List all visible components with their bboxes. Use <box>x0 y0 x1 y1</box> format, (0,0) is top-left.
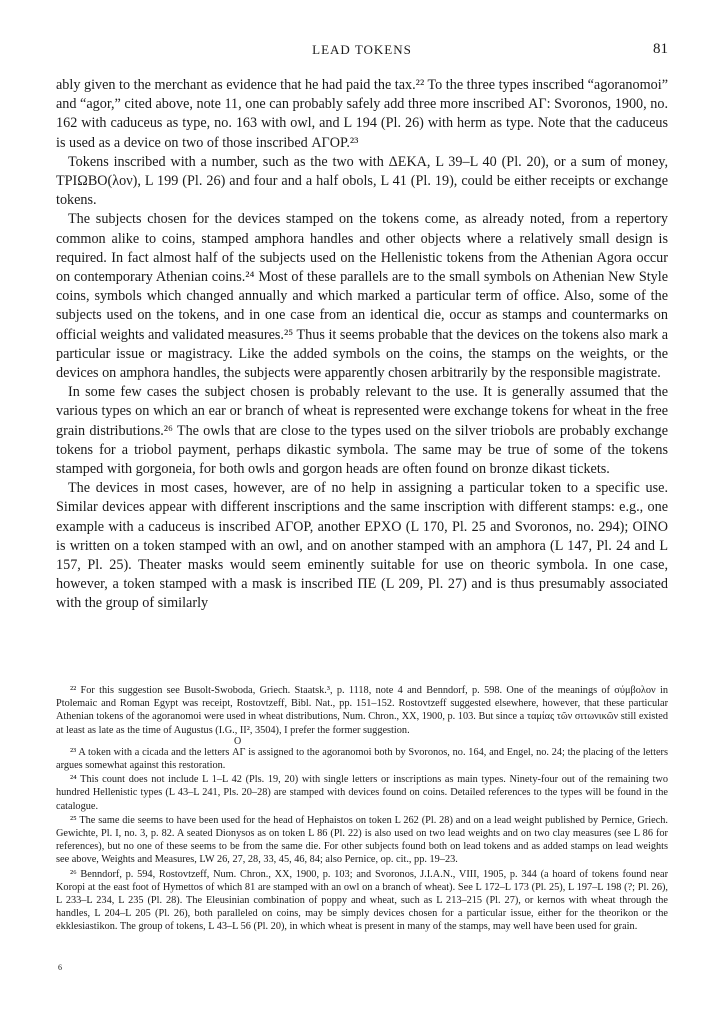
page-number: 81 <box>653 41 668 57</box>
paragraph: Tokens inscribed with a number, such as the two with ΔΕΚΑ, L 39–L 40 (Pl. 20), or a sum of money, ΤΡΙΩΒΟ(λον), L 199 (Pl. 26) and four and a half obols, L 41 (Pl. 19), could be either receipts or exchange tokens. <box>56 153 668 209</box>
footnote-25: ²⁵ The same die seems to have been used for the head of Hephaistos on token L 262 (Pl. 28) and on a lead weight published by Pernice, Griech. Gewichte, Pl. I, no. 3, p. 82. A seated Dionysos as on token L 86 (Pl. 22) is also used on two lead weights and on two clay measures (see L 86 for references), but no one of these seems to be from the same die. For other subjects found both on lead tokens and as added stamps on lead weights see above, Weights and Measures, LW 26, 27, 28, 33, 45, 46, 84; also Pernice, op. cit., pp. 19–23. <box>56 814 668 866</box>
page-header <box>56 38 668 62</box>
running-title: LEAD TOKENS <box>312 42 412 57</box>
footnotes <box>56 684 668 935</box>
paragraph: In some few cases the subject chosen is probably relevant to the use. It is generally assumed that the various types on which an ear or branch of wheat is represented were exchange tokens for wheat in the free grain distributions.²⁶ The owls that are close to the types used on the silver triobols are probably exchange tokens for a triobol payment, perhaps dikastic symbola. The same may be true of some of the tokens stamped with gorgoneia, for both owls and gorgon heads are often found on bronze dikast tickets. <box>56 384 668 478</box>
footnote-26: ²⁶ Benndorf, p. 594, Rostovtzeff, Num. Chron., XX, 1900, p. 103; and Svoronos, J.I.A.N., VIII, 1905, p. 344 (a hoard of tokens found near Koropi at the east foot of Hymettos of which 81 are stamped with an owl on a branch of wheat). See L 172–L 173 (Pl. 25), L 197–L 198 (?; Pl. 26), L 233–L 234, L 235 (Pl. 28). The Eleusinian combination of poppy and wheat, such as L 213–215 (Pl. 27), or kernos with wheat through the handles, L 204–L 205 (Pl. 26), both paralleled on coins, may be simply devices chosen for a particular issue, either for the theorikon or the ekklesiastikon. The group of tokens, L 43–L 56 (Pl. 20), in which wheat is present in many of the stamps, may well have been used for grain. <box>56 868 668 933</box>
footnote-23: ²³ A token with a cicada and the letters ΑΓ is assigned to the agoranomoi both by Svoronos, no. 164, and Engel, no. 24; the placing of the letters argues somewhat against this restoration. <box>56 746 668 772</box>
paragraph: ably given to the merchant as evidence that he had paid the tax.²² To the three types inscribed “agoranomoi” and “agor,” cited above, note 11, one can probably safely add three more inscribed ΑΓ: Svoronos, 1900, no. 162 with caduceus as type, no. 163 with owl, and L 194 (Pl. 26) with herm as type. Note that the caduceus is used as a device on two of those inscribed ΑΓΟΡ.²³ <box>56 77 668 151</box>
page <box>56 38 668 933</box>
stray-mark: O <box>234 735 242 747</box>
footnote-24: ²⁴ This count does not include L 1–L 42 (Pls. 19, 20) with single letters or inscriptions as main types. Ninety-four out of the remaining two hundred Hellenistic types (L 43–L 241, Pls. 20–28) are stamped with devices found on coins. Detailed references to the types will be found in the catalogue. <box>56 774 668 812</box>
paragraph: The subjects chosen for the devices stamped on the tokens come, as already noted, from a repertory common alike to coins, stamped amphora handles and other objects where a relatively small design is required. In fact almost half of the subjects used on the Hellenistic tokens from the Athenian Agora occur on contemporary Athenian coins.²⁴ Most of these parallels are to the small symbols on Athenian New Style coins, symbols which changed annually and which marked a particular term of office. Also, some of the subjects used on the tokens, and in one case from an identical die, occur as stamps and countermarks on official weights and validated measures.²⁵ Thus it seems probable that the devices on the tokens also mark a particular issue or magistracy. Like the added symbols on the coins, the stamps on the weights, or the devices on amphora handles, the subjects were apparently chosen arbitrarily by the responsible magistrate. <box>56 211 668 382</box>
signature-mark: 6 <box>58 963 62 972</box>
footnote-22: ²² For this suggestion see Busolt-Swoboda, Griech. Staatsk.³, p. 1118, note 4 and Benndorf, p. 598. One of the meanings of σύμβολον in Ptolemaic and Roman Egypt was receipt, Rostovtzeff, Bibl. Nat., pp. 151–152. Rostovtzeff suggested elsewhere, however, that these particular Athenian tokens of the agoranomoi were used in wheat distributions, Num. Chron., XX, 1900, p. 103. But since a ταμίας τῶν σιτωνικῶν still existed at least as late as the time of Augustus (I.G., II², 3504), I prefer the former suggestion. <box>56 685 668 736</box>
paragraph: The devices in most cases, however, are of no help in assigning a particular token to a specific use. Similar devices appear with different inscriptions and the same inscription with different stamps: e.g., one example with a caduceus is inscribed ΑΓΟΡ, another ΕΡΧΟ (L 170, Pl. 25 and Svoronos, no. 294); ΟΙΝΟ is written on a token stamped with an owl, and on another stamped with an amphora (L 147, Pl. 24 and L 157, Pl. 25). Theater masks would seem eminently suitable for use on theoric symbola. In one case, however, a token stamped with a mask is inscribed ΠΕ (L 209, Pl. 27) and is thus presumably associated with the group of similarly <box>56 480 668 612</box>
body-text <box>56 76 668 614</box>
